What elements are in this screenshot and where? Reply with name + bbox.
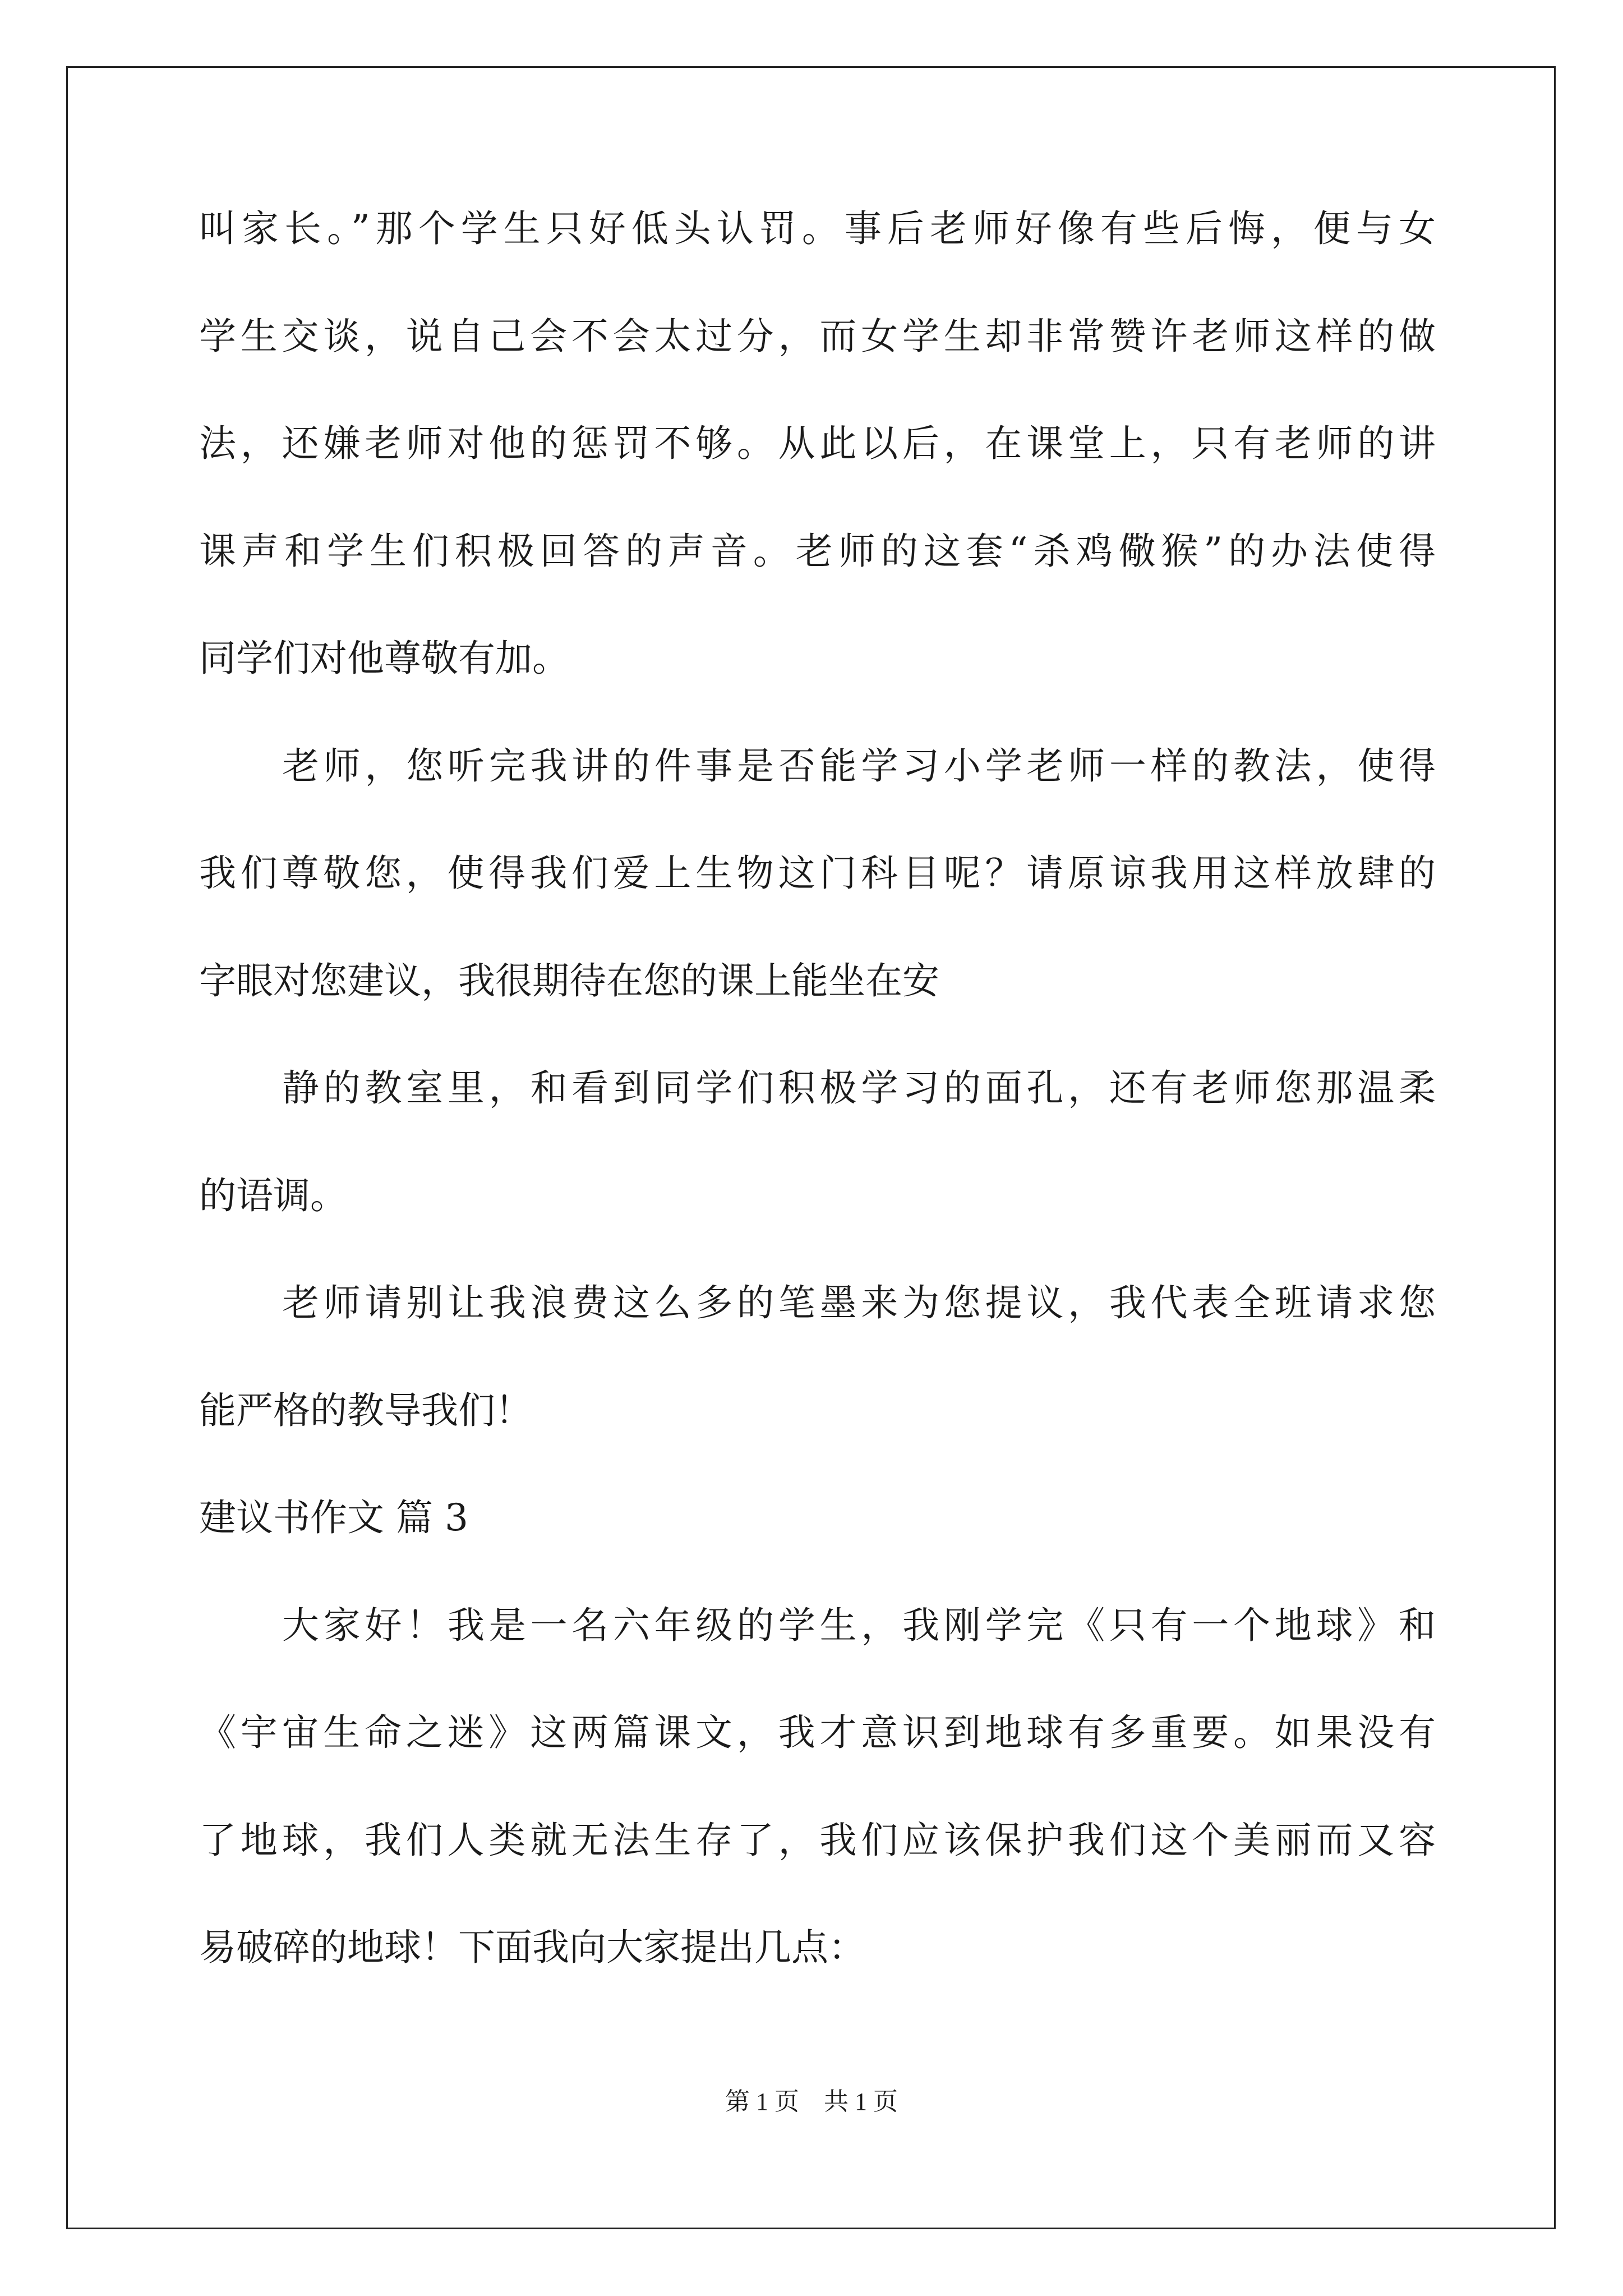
body-line: 同学们对他尊敬有加。 bbox=[199, 637, 569, 680]
body-line: 叫家长。”那个学生只好低头认罚。事后老师好像有些后悔，便与女 bbox=[199, 207, 1436, 250]
document-body bbox=[199, 207, 1436, 2037]
body-line: 易破碎的地球！下面我向大家提出几点： bbox=[199, 1926, 865, 1969]
paragraph-first-line: 静的教室里，和看到同学们积极学习的面孔，还有老师您那温柔 bbox=[282, 1066, 1436, 1110]
body-line: 课声和学生们积极回答的声音。老师的这套“杀鸡儆猴”的办法使得 bbox=[199, 529, 1436, 573]
body-line: 的语调。 bbox=[199, 1174, 347, 1217]
body-line: 学生交谈，说自己会不会太过分，而女学生却非常赞许老师这样的做 bbox=[199, 314, 1436, 358]
body-line: 了地球，我们人类就无法生存了，我们应该保护我们这个美丽而又容 bbox=[199, 1818, 1436, 1862]
paragraph-first-line: 大家好！我是一名六年级的学生，我刚学完《只有一个地球》和 bbox=[282, 1603, 1436, 1647]
body-line: 字眼对您建议，我很期待在您的课上能坐在安 bbox=[199, 959, 939, 1002]
paragraph-first-line: 老师请别让我浪费这么多的笔墨来为您提议，我代表全班请求您 bbox=[282, 1281, 1436, 1324]
paragraph-first-line: 老师，您听完我讲的件事是否能学习小学老师一样的教法，使得 bbox=[282, 744, 1436, 788]
body-line: 《宇宙生命之迷》这两篇课文，我才意识到地球有多重要。如果没有 bbox=[199, 1711, 1436, 1754]
body-line: 能严格的教导我们！ bbox=[199, 1388, 532, 1432]
body-line: 我们尊敬您，使得我们爱上生物这门科目呢？请原谅我用这样放肆的 bbox=[199, 852, 1436, 895]
section-heading: 建议书作文 篇 3 bbox=[199, 1496, 468, 1539]
page-footer: 第 1 页 共 1 页 bbox=[725, 2088, 898, 2115]
body-line: 法，还嫌老师对他的惩罚不够。从此以后，在课堂上，只有老师的讲 bbox=[199, 422, 1436, 465]
